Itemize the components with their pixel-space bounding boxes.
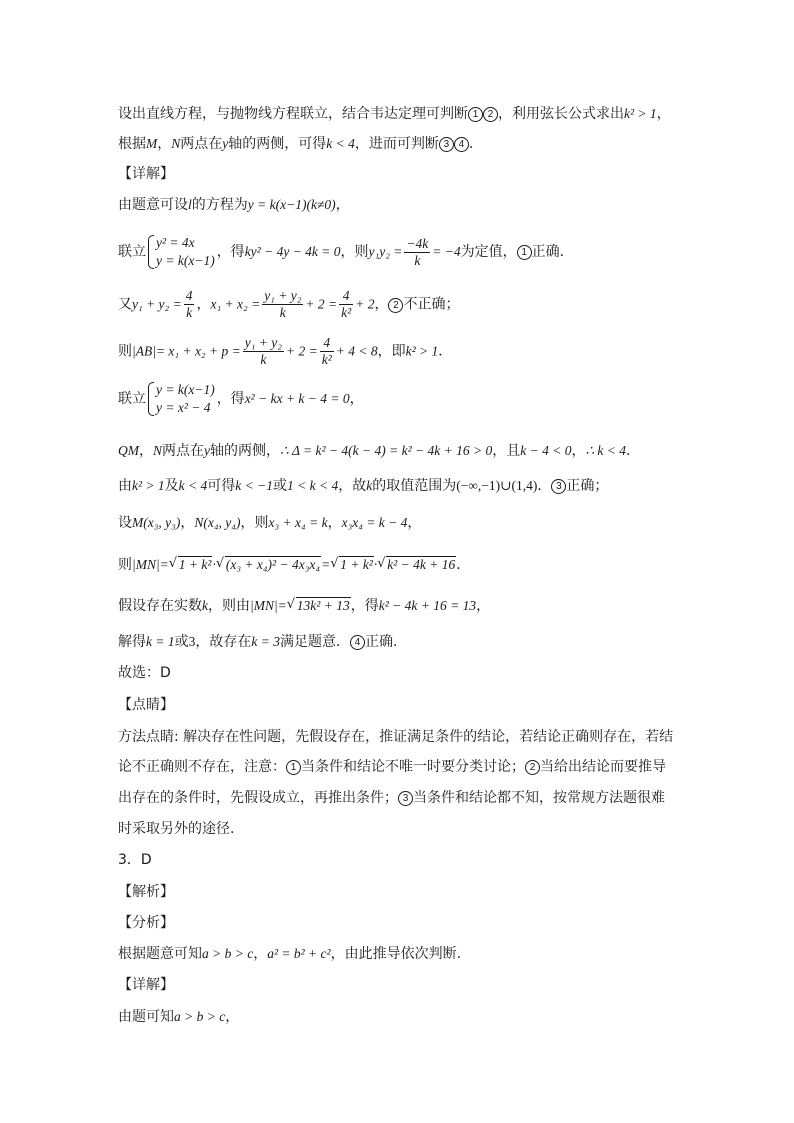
denominator: k² bbox=[321, 352, 332, 367]
text: 的方程为 bbox=[191, 197, 248, 213]
math: k² > 1 bbox=[624, 106, 657, 121]
numerator: 4 bbox=[342, 288, 350, 303]
text: 当给出结论而要推导 bbox=[540, 759, 666, 775]
detail-line-4 bbox=[118, 335, 452, 368]
math: k² − 4k + 16 = 13 bbox=[378, 598, 477, 613]
detail-line-5 bbox=[118, 381, 364, 417]
math: = −4 bbox=[432, 244, 461, 259]
fraction bbox=[184, 288, 195, 321]
text: 正确. bbox=[364, 634, 398, 650]
math: k = 3 bbox=[251, 634, 280, 649]
comment-paragraph-line-4: 时采取另外的途径. bbox=[118, 821, 235, 837]
circled-number: 2 bbox=[483, 107, 498, 122]
text: 正确． bbox=[531, 244, 574, 260]
text: . bbox=[468, 136, 474, 152]
math: ∴ Δ = k² − 4(k − 4) = k² − 4k + 16 > 0 bbox=[280, 443, 493, 458]
numerator: −4k bbox=[406, 235, 429, 251]
equation: y² = 4x bbox=[156, 235, 195, 250]
math: |AB|= x₁ + x₂ + p = bbox=[132, 343, 241, 359]
text: ， bbox=[349, 391, 364, 407]
math: k² > 1 bbox=[132, 478, 165, 493]
text: 由题可知 bbox=[118, 1009, 174, 1025]
math: (−∞,−1)∪(1,4) bbox=[456, 478, 538, 493]
detail-line-6 bbox=[118, 441, 640, 461]
text: 由题意可设 bbox=[118, 197, 188, 213]
circled-number: 1 bbox=[468, 107, 483, 122]
circled-number: 2 bbox=[525, 760, 540, 775]
text: 根据题意可知 bbox=[118, 946, 202, 962]
numerator: y₁ + y₂ bbox=[264, 288, 302, 303]
radicand: 13k² + 13 bbox=[296, 598, 350, 613]
circled-number: 2 bbox=[388, 298, 403, 313]
math: |MN|= bbox=[132, 557, 169, 572]
math: l bbox=[188, 197, 192, 212]
radicand: 1 + k² bbox=[178, 557, 212, 572]
text: ， bbox=[374, 296, 389, 313]
comment-paragraph-line-1: 方法点睛: 解决存在性问题，先假设存在，推证满足条件的结论，若结论正确则存在，若结 bbox=[118, 729, 674, 745]
text: 联立 bbox=[118, 391, 146, 407]
square-root bbox=[287, 596, 351, 616]
text: 解得 bbox=[118, 634, 146, 650]
radicand: 1 + k² bbox=[340, 557, 373, 572]
text: ，得 bbox=[216, 244, 245, 260]
text: ，故存在 bbox=[195, 634, 252, 650]
text: ． bbox=[456, 557, 471, 573]
circled-number: 1 bbox=[517, 245, 532, 260]
math: y bbox=[204, 443, 211, 458]
math: 1 < k < 4 bbox=[286, 478, 339, 493]
circled-number: 4 bbox=[350, 635, 365, 650]
analysis-line bbox=[118, 944, 461, 964]
text: 两点在 bbox=[180, 136, 223, 152]
text: 正确； bbox=[566, 478, 609, 494]
analysis-line-1 bbox=[118, 104, 671, 124]
equation: y = x² − 4 bbox=[156, 400, 211, 415]
math: y₁ + y₂ = bbox=[132, 296, 182, 312]
text: 轴的两侧， bbox=[210, 443, 281, 459]
text: 则 bbox=[118, 343, 132, 360]
text: ，利用弦长公式求出 bbox=[498, 106, 624, 122]
detail-line-3 bbox=[118, 288, 459, 321]
text: 则 bbox=[118, 557, 132, 573]
detail-line-9: 则|MN|=√ 1 + k²·√ (x₃ + x₄)² − 4x₃x₄=√ 1 + k²·√ k² − 4k + 16． bbox=[118, 555, 470, 575]
detail-line bbox=[118, 1007, 239, 1027]
denominator: k bbox=[404, 252, 430, 269]
math: k² > 1 bbox=[405, 343, 439, 359]
text: ，则 bbox=[340, 244, 369, 260]
text: ，则 bbox=[240, 515, 269, 531]
math: + 2 bbox=[355, 296, 375, 312]
equation: y = k(x−1) bbox=[156, 382, 215, 397]
detail-line-7 bbox=[118, 476, 608, 496]
math: ∴ k < 4 bbox=[585, 443, 627, 458]
square-root bbox=[216, 555, 321, 575]
section-heading: 【点睛】 bbox=[118, 697, 174, 713]
section-heading: 【解析】 bbox=[118, 884, 174, 900]
math: y bbox=[222, 136, 229, 151]
question-number: 3．D bbox=[118, 852, 152, 868]
math: N bbox=[171, 136, 181, 151]
math: x₃ + x₄ = k bbox=[268, 515, 328, 530]
text: 论不正确则不存在，注意： bbox=[118, 759, 286, 775]
math: N bbox=[153, 443, 163, 458]
text: ，且 bbox=[492, 443, 521, 459]
math: + 2 = bbox=[285, 343, 318, 359]
equation-system bbox=[148, 234, 215, 270]
text: 当条件和结论都不知，按常规方法题很难 bbox=[413, 790, 665, 806]
text: ． bbox=[537, 478, 552, 494]
text: ， bbox=[476, 598, 491, 614]
math: + 2 = bbox=[305, 296, 338, 312]
math: = bbox=[321, 557, 331, 572]
math: M(x₃, y₃) bbox=[132, 515, 181, 530]
text: ， bbox=[407, 515, 422, 531]
radicand: (x₃ + x₄)² − 4x₃x₄ bbox=[225, 557, 321, 572]
numerator: y₁ + y₂ bbox=[244, 335, 282, 350]
math: 3 bbox=[188, 634, 196, 649]
math: k = 1 bbox=[146, 634, 175, 649]
text: 假设存在实数 bbox=[118, 598, 202, 614]
text: ， bbox=[196, 296, 211, 313]
equation-system bbox=[148, 381, 215, 417]
text: 两点在 bbox=[162, 443, 205, 459]
math: M bbox=[146, 136, 158, 151]
text: ， bbox=[139, 443, 153, 459]
fraction bbox=[404, 236, 430, 269]
circled-number: 3 bbox=[439, 137, 454, 152]
text: ， bbox=[656, 106, 671, 122]
square-root bbox=[330, 555, 374, 575]
circled-number: 3 bbox=[398, 791, 413, 806]
numerator: 4 bbox=[185, 288, 193, 303]
comment-paragraph-line-2 bbox=[118, 757, 666, 777]
text: 联立 bbox=[118, 244, 146, 260]
square-root bbox=[377, 555, 456, 575]
denominator: k² bbox=[341, 305, 352, 320]
text: 当条件和结论不唯一时要分类讨论； bbox=[301, 759, 525, 775]
text: ， bbox=[335, 197, 350, 213]
detail-line-10 bbox=[118, 596, 490, 616]
math: N(x₄, y₄) bbox=[194, 515, 241, 530]
text: 出存在的条件时，先假设成立，再推出条件； bbox=[118, 790, 398, 806]
math: y₁y₂ = bbox=[368, 244, 403, 259]
text: 满足题意． bbox=[279, 634, 350, 650]
math: k bbox=[202, 598, 208, 613]
math: x² − kx + k − 4 = 0 bbox=[244, 391, 350, 406]
math: a > b > c bbox=[202, 946, 254, 961]
math: k < 4 bbox=[178, 478, 208, 493]
analysis-line-2 bbox=[118, 134, 473, 154]
math: a² = b² + c² bbox=[267, 946, 331, 961]
text: 设 bbox=[118, 515, 132, 531]
denominator: k bbox=[184, 304, 195, 321]
denominator: k bbox=[262, 304, 303, 321]
denominator: k bbox=[243, 351, 284, 368]
math: |MN|= bbox=[250, 598, 287, 613]
section-heading: 【详解】 bbox=[118, 166, 174, 182]
circled-number: 3 bbox=[551, 479, 566, 494]
text: 及 bbox=[164, 478, 179, 494]
detail-line-1 bbox=[118, 195, 350, 215]
text: 根据 bbox=[118, 136, 146, 152]
equation: y = k(x−1) bbox=[156, 253, 215, 268]
fraction bbox=[320, 335, 334, 368]
detail-line-2 bbox=[118, 234, 574, 270]
radicand: k² − 4k + 16 bbox=[387, 557, 456, 572]
text: ， bbox=[157, 136, 172, 152]
math: k − 4 < 0 bbox=[520, 443, 572, 458]
detail-line-11 bbox=[118, 632, 397, 652]
text: ， bbox=[327, 515, 342, 531]
text: ，则由 bbox=[208, 598, 250, 614]
comment-paragraph-line-3 bbox=[118, 788, 665, 808]
text: 轴的两侧，可得 bbox=[228, 136, 327, 152]
fraction bbox=[339, 288, 353, 321]
text: ， bbox=[225, 1009, 240, 1025]
text: ，由此推导依次判断. bbox=[330, 946, 462, 962]
section-heading: 【分析】 bbox=[118, 915, 174, 931]
text: ，即 bbox=[377, 343, 406, 360]
section-heading: 【详解】 bbox=[118, 977, 174, 993]
square-root bbox=[169, 555, 213, 575]
text: 设出直线方程，与抛物线方程联立，结合韦达定理可判断 bbox=[118, 106, 468, 122]
math: x₁ + x₂ = bbox=[210, 296, 261, 312]
answer-line: 故选：D bbox=[118, 665, 171, 681]
math: ky² − 4y − 4k = 0 bbox=[244, 244, 341, 259]
text: ，得 bbox=[216, 391, 245, 407]
text: ， bbox=[253, 946, 268, 962]
text: ． bbox=[626, 443, 641, 459]
math: k < 4 bbox=[326, 136, 355, 151]
math: k < −1 bbox=[235, 478, 273, 493]
text: ， bbox=[571, 443, 586, 459]
text: ，得 bbox=[350, 598, 379, 614]
math: k bbox=[366, 478, 373, 493]
text: 由 bbox=[118, 478, 132, 494]
fraction bbox=[262, 288, 303, 321]
numerator: 4 bbox=[323, 335, 331, 350]
text: ，进而可判断 bbox=[354, 136, 439, 152]
math: a > b > c bbox=[174, 1009, 226, 1024]
text: 又 bbox=[118, 296, 132, 313]
math: + 4 < 8 bbox=[335, 343, 378, 359]
text: 或 bbox=[272, 478, 287, 494]
text: 或 bbox=[174, 634, 189, 650]
text: ， bbox=[180, 515, 195, 531]
text: ． bbox=[438, 343, 453, 360]
math: y = k(x−1)(k≠0) bbox=[247, 197, 336, 212]
text: 为定值， bbox=[460, 244, 517, 260]
circled-number: 1 bbox=[286, 760, 301, 775]
text: ，故 bbox=[338, 478, 367, 494]
math: QM bbox=[118, 443, 139, 458]
circled-number: 4 bbox=[454, 137, 469, 152]
math: x₃x₄ = k − 4 bbox=[341, 515, 408, 530]
text: 的取值范围为 bbox=[372, 478, 457, 494]
text: 不正确； bbox=[403, 296, 460, 313]
detail-line-8 bbox=[118, 513, 421, 533]
fraction bbox=[243, 335, 284, 368]
text: 可得 bbox=[207, 478, 236, 494]
